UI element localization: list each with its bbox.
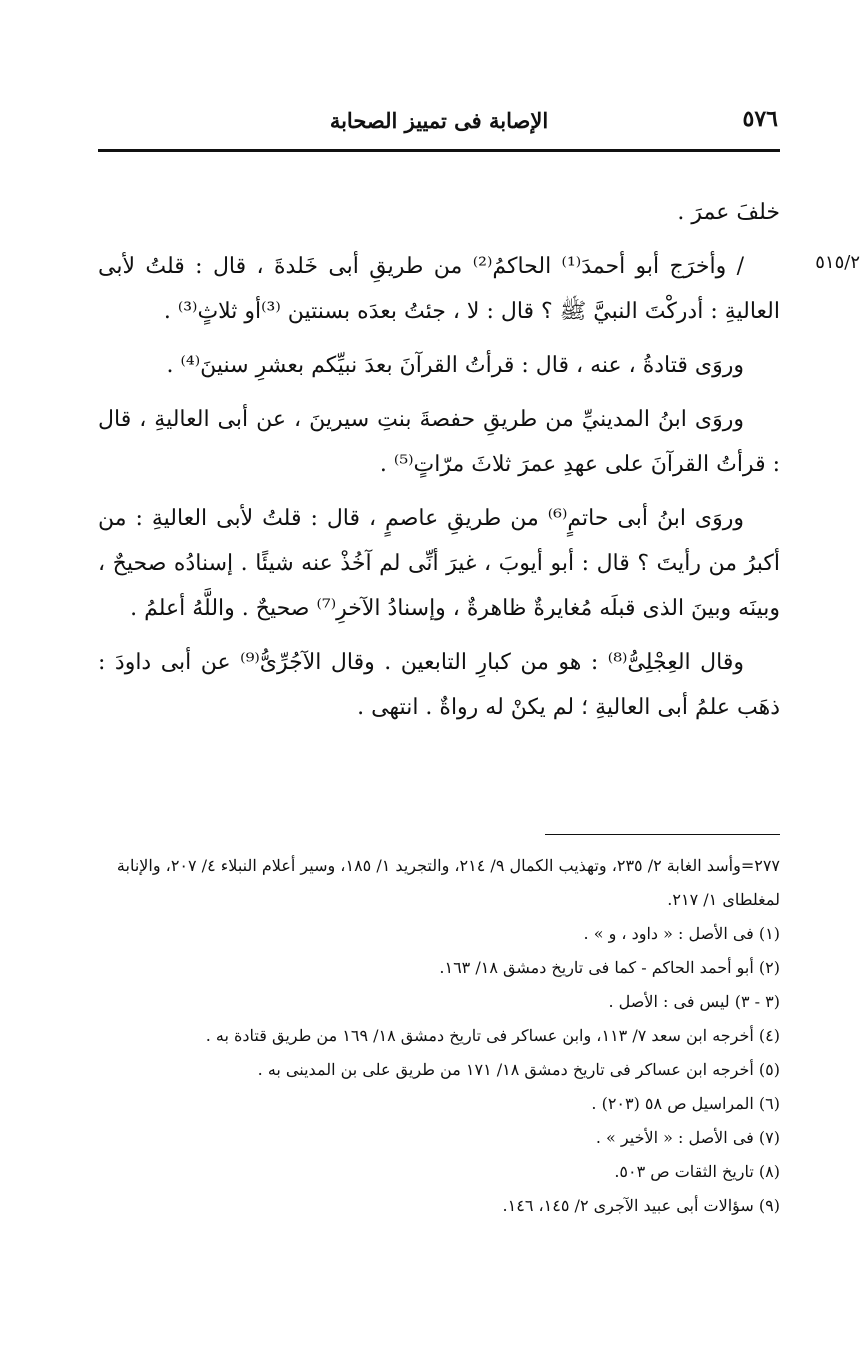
header-rule xyxy=(98,149,780,152)
footnote: (١) فى الأصل : « داود ، و » . xyxy=(583,924,780,943)
footnote: (٧) فى الأصل : « الأخير » . xyxy=(595,1128,780,1147)
running-title: الإصابة فى تمييز الصحابة xyxy=(329,108,549,133)
footnote: (٣ - ٣) ليس فى : الأصل . xyxy=(608,992,780,1011)
paragraph: خلفَ عمرَ . xyxy=(677,200,780,225)
footnote: (٩) سؤالات أبى عبيد الآجرى ٢/ ١٤٥، ١٤٦. xyxy=(502,1196,780,1215)
footnote: (٢) أبو أحمد الحاكم - كما فى تاريخ دمشق ١٨/ ١٦٣. xyxy=(439,958,780,977)
paragraph: وروَى ابنُ المدينيِّ من طريقِ حفصةَ بنتِ سيرينَ ، عن أبى العاليةِ ، قال : قرأتُ القرآنَ على عهدِ عمرَ ثلاثَ مرّاتٍ⁽⁵⁾ . xyxy=(98,407,780,477)
margin-reference: ٥١٥/٢ xyxy=(815,252,860,273)
main-text xyxy=(98,190,780,739)
footnote: (٤) أخرجه ابن سعد ٧/ ١١٣، وابن عساكر فى تاريخ دمشق ١٨/ ١٦٩ من طريق قتادة به . xyxy=(205,1026,780,1045)
page-header xyxy=(98,102,780,144)
page-number: ٥٧٦ xyxy=(742,106,778,132)
paragraph: / وأخرَج أبو أحمدَ⁽¹⁾ الحاكمُ⁽²⁾ من طريقِ أبى خَلدةَ ، قال : قلتُ لأبى العاليةِ : أدركْتَ النبيَّ ﷺ ؟ قال : لا ، جئتُ بعدَه بسنتين ⁽³⁾أو ثلاثٍ⁽³⁾ . xyxy=(98,254,780,324)
footnote: (٥) أخرجه ابن عساكر فى تاريخ دمشق ١٨/ ١٧١ من طريق على بن المدينى به . xyxy=(257,1060,780,1079)
paragraph: وروَى ابنُ أبى حاتمٍ⁽⁶⁾ من طريقِ عاصمٍ ، قال : قلتُ لأبى العاليةِ : من أكبرُ من رأيتَ ؟ قال : أبو أيوبَ ، غيرَ أنِّى لم آخُذْ عنه شيئًا . إسنادُه صحيحٌ ، وبينَه وبينَ الذى قبلَه مُغايرةٌ ظاهرةٌ ، وإسنادُ الآخرِ⁽⁷⁾ صحيحٌ . واللَّهُ أعلمُ . xyxy=(98,506,780,621)
footnotes xyxy=(98,849,780,1223)
footnote: (٨) تاريخ الثقات ص ٥٠٣. xyxy=(614,1162,780,1181)
footnote-rule xyxy=(545,834,780,835)
paragraph: وروَى قتادةُ ، عنه ، قال : قرأتُ القرآنَ بعدَ نبيِّكم بعشرِ سنينَ⁽⁴⁾ . xyxy=(166,353,744,378)
footnote-source: ٢٧٧=وأسد الغابة ٢/ ٢٣٥، وتهذيب الكمال ٩/ ٢١٤، والتجريد ١/ ١٨٥، وسير أعلام النبلاء ٤/ ٢٠٧، والإنابة لمغلطاى ١/ ٢١٧. xyxy=(116,856,780,909)
footnote: (٦) المراسيل ص ٥٨ (٢٠٣) . xyxy=(591,1094,780,1113)
paragraph: وقال العِجْلِىُّ⁽⁸⁾ : هو من كبارِ التابعين . وقال الآجُرِّىُّ⁽⁹⁾ عن أبى داودَ : ذهَب علمُ أبى العاليةِ ؛ لم يكنْ له رواةٌ . انتهى . xyxy=(98,650,780,720)
